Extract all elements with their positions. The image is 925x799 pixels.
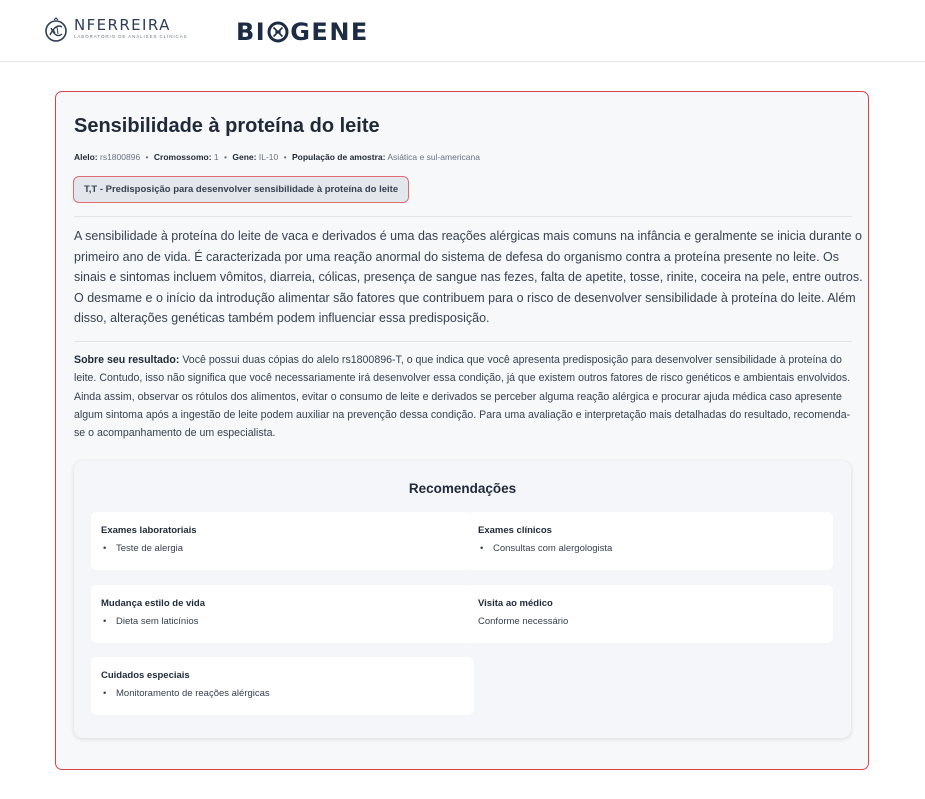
dna-globe-icon bbox=[43, 17, 69, 43]
population-label: População de amostra: bbox=[291, 152, 386, 162]
divider bbox=[74, 216, 852, 217]
recommendations-title: Recomendações bbox=[408, 481, 517, 496]
recommendations-panel bbox=[74, 461, 851, 738]
condition-description: A sensibilidade à proteína do leite de vaca e derivados é uma das reações alérgicas mais comuns na infância e geralmente se inicia durante o primeiro ano de vida. É caracterizada por uma reação anormal do sistema de defesa do organismo contra a proteína presente no leite. Os sinais e sintomas incluem vômitos, diarreia, cólicas, presença de sangue nas fezes, falta de apetite, tosse, rinite, coceira na pele, entre outros. O desmame e o início da introdução alimentar são fatores que contribuem para o risco de desenvolver sensibilidade à proteína do leite. Além disso, alterações genéticas também podem influenciar essa predisposição. bbox=[74, 229, 863, 325]
recommendation-title: Cuidados especiais bbox=[101, 670, 190, 681]
genotype-badge: T,T - Predisposição para desenvolver sensibilidade à proteína do leite bbox=[73, 176, 409, 203]
page-title: Sensibilidade à proteína do leite bbox=[74, 115, 380, 137]
list-item: • Dieta sem laticínios bbox=[101, 615, 464, 629]
site-header bbox=[0, 0, 925, 62]
result-card bbox=[55, 91, 869, 770]
biogene-logo[interactable] bbox=[236, 18, 369, 46]
dna-circle-icon bbox=[267, 21, 289, 43]
gene-label: Gene: bbox=[232, 152, 257, 162]
list-item: • Consultas com alergologista bbox=[478, 542, 823, 556]
result-text: Você possui duas cópias do alelo rs1800896-T, o que indica que você apresenta predisposição para desenvolver sensibilidade à proteína do leite. Contudo, isso não significa que você necessariamente irá desenvolver essa condição, já que existem outros fatores de risco genéticos e ambientais envolvidos. Ainda assim, observar os rótulos dos alimentos, evitar o consumo de leite e derivados se perceber alguma reação alérgica e procurar ajuda médica caso apresente algum sintoma após a ingestão de leite podem auxiliar na prevenção dessa condição. Para uma avaliação e interpretação mais detalhadas do resultado, recomenda-se o acompanhamento de um especialista. bbox=[74, 354, 851, 440]
chromosome-label: Cromossomo: bbox=[153, 152, 212, 162]
recommendation-title: Exames laboratoriais bbox=[101, 525, 197, 536]
nferreira-wordmark: NFERREIRA bbox=[74, 16, 171, 34]
chromosome-value: 1 bbox=[213, 152, 219, 162]
allele-value: rs1800896 bbox=[100, 152, 141, 162]
population-value: Asiática e sul-americana bbox=[387, 152, 480, 162]
allele-label: Alelo: bbox=[74, 152, 98, 162]
separator-dot: • bbox=[145, 152, 149, 162]
nferreira-logo[interactable] bbox=[43, 17, 188, 45]
recommendation-list bbox=[101, 687, 464, 701]
biogene-wordmark-left: BI bbox=[236, 18, 267, 46]
recommendation-text: Conforme necessário bbox=[478, 616, 569, 627]
result-label: Sobre seu resultado: bbox=[74, 354, 180, 366]
recommendation-list bbox=[101, 615, 464, 629]
recommendation-list bbox=[478, 542, 823, 556]
recommendation-special-care bbox=[91, 657, 474, 715]
recommendation-doctor-visit bbox=[468, 585, 833, 643]
recommendation-title: Exames clínicos bbox=[478, 525, 552, 536]
genetic-metadata bbox=[74, 152, 480, 162]
recommendation-title: Mudança estilo de vida bbox=[101, 598, 205, 609]
list-item: • Monitoramento de reações alérgicas bbox=[101, 687, 464, 701]
list-item: • Teste de alergia bbox=[101, 542, 464, 556]
recommendation-title: Visita ao médico bbox=[478, 598, 553, 609]
recommendation-lifestyle bbox=[91, 585, 474, 643]
recommendation-list bbox=[101, 542, 464, 556]
gene-value: IL-10 bbox=[258, 152, 279, 162]
result-explanation bbox=[74, 351, 854, 442]
divider bbox=[74, 341, 852, 342]
separator-dot: • bbox=[283, 152, 287, 162]
recommendation-lab-exams bbox=[91, 512, 474, 570]
recommendation-clinical-exams bbox=[468, 512, 833, 570]
biogene-wordmark-right: GENE bbox=[290, 18, 369, 46]
nferreira-subtitle: LABORATÓRIO DE ANÁLISES CLÍNICAS bbox=[74, 34, 188, 39]
separator-dot: • bbox=[224, 152, 227, 162]
